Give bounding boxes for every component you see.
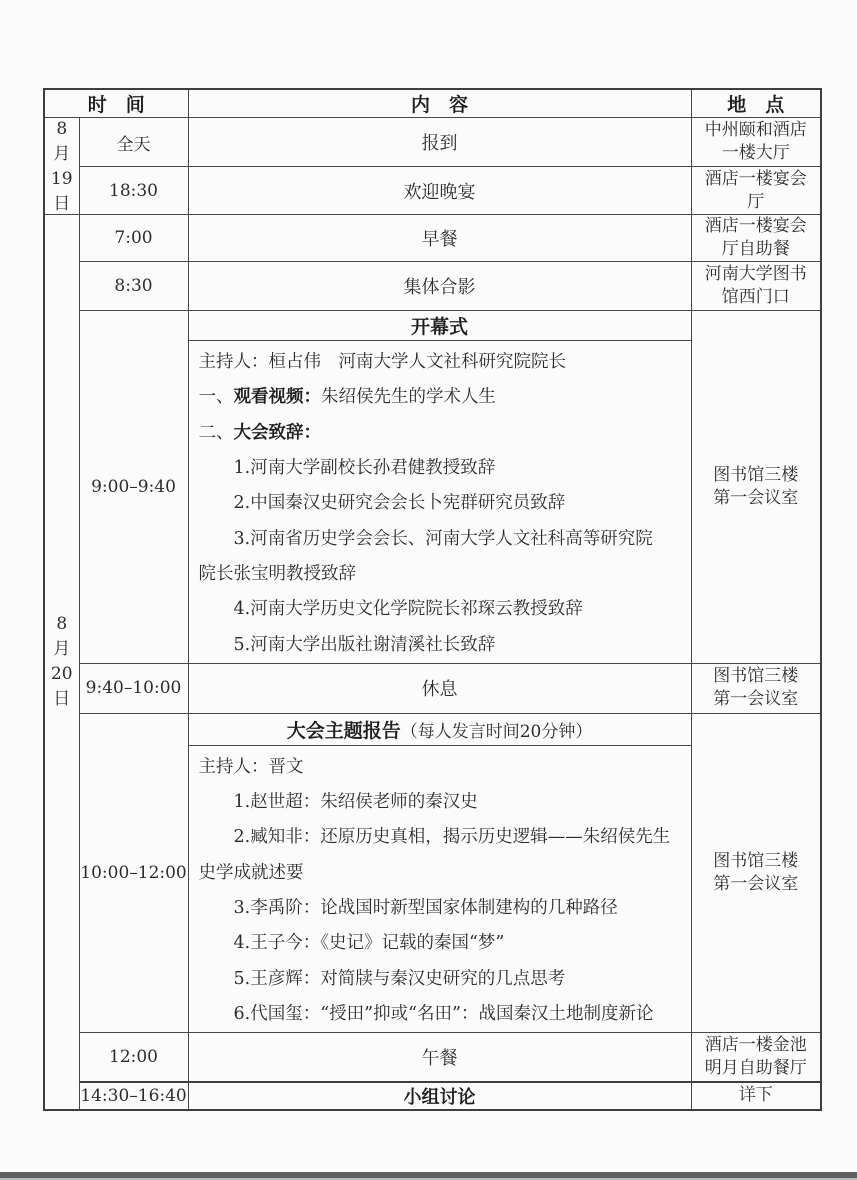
location-cell-group (691, 1082, 821, 1110)
row-breakfast (44, 215, 821, 262)
time-cell-breakfast: 7:00 (79, 215, 188, 262)
location-line: 酒店一楼宴会 (704, 216, 807, 236)
talk-item: 5.王彦辉：对简牍与秦汉史研究的几点思考 (233, 968, 566, 989)
location-line: 馆西门口 (721, 287, 790, 307)
time-cell-photo: 8:30 (79, 262, 188, 311)
header-content: 内 容 (188, 89, 691, 118)
row-reports-title (44, 713, 821, 745)
vertical-date (45, 119, 79, 214)
location-cell-reports (691, 713, 821, 1032)
time-cell-lunch: 12:00 (79, 1033, 188, 1082)
agenda-number: 一、 (198, 387, 234, 408)
agenda-line-speeches (199, 414, 685, 449)
date-char: 8 (56, 118, 68, 139)
location-line: 明月自助餐厅 (704, 1057, 807, 1078)
location-line: 图书馆三楼 (713, 850, 799, 871)
time-cell-checkin: 全天 (79, 118, 188, 167)
section-title-note: （每人发言时间20分钟） (400, 721, 593, 742)
section-title-opening: 开幕式 (188, 311, 691, 341)
location-line: 第一会议室 (713, 689, 799, 710)
row-checkin (44, 118, 821, 167)
content-cell-breakfast: 早餐 (188, 215, 691, 262)
opening-body-cell (188, 341, 691, 664)
time-cell-reports: 10:00–12:00 (79, 713, 188, 1032)
section-title-reports (188, 713, 691, 745)
location-line: 一楼大厅 (721, 143, 790, 163)
content-cell-checkin: 报到 (188, 118, 691, 167)
talk-item: 3.李禹阶：论战国时新型国家体制建构的几种路径 (233, 898, 618, 918)
date-char: 日 (53, 193, 71, 214)
talk-item: 2.臧知非：还原历史真相，揭示历史逻辑——朱绍侯先生 (233, 827, 671, 848)
vertical-date (45, 614, 79, 709)
section-title-text: 大会主题报告 (286, 719, 401, 742)
location-line: 第一会议室 (713, 873, 799, 894)
talk-item: 4.王子今：《史记》记载的秦国“梦” (233, 933, 505, 954)
location-line: 河南大学图书 (704, 264, 807, 284)
host-line: 主持人：晋文 (198, 756, 304, 777)
talk-item: 1.赵世超：朱绍侯老师的秦汉史 (233, 792, 478, 813)
date-char: 月 (53, 143, 71, 164)
agenda-title: 观看视频： (233, 387, 322, 408)
content-cell-banquet: 欢迎晚宴 (188, 167, 691, 215)
location-line: 酒店一楼宴会 (704, 168, 807, 189)
speech-item: 2.中国秦汉史研究会会长卜宪群研究员致辞 (233, 493, 566, 514)
header-time: 时 间 (44, 89, 188, 118)
row-break (44, 663, 821, 713)
location-line: 厅自助餐 (721, 239, 790, 259)
row-group-discussion (44, 1082, 821, 1110)
date-cell-aug19 (44, 118, 79, 215)
speech-item: 4.河南大学历史文化学院院长祁琛云教授致辞 (233, 599, 583, 620)
location-cell-breakfast (691, 215, 821, 262)
row-banquet (44, 167, 821, 215)
row-photo (44, 262, 821, 311)
schedule-table (43, 88, 822, 1111)
time-cell-opening: 9:00–9:40 (79, 311, 188, 664)
time-cell-banquet: 18:30 (79, 167, 188, 215)
location-line: 厅 (747, 191, 765, 212)
content-cell-group: 小组讨论 (188, 1082, 691, 1110)
location-cell-banquet (691, 167, 821, 215)
speech-item: 3.河南省历史学会会长、河南大学人文社科高等研究院 (233, 528, 653, 549)
talk-item: 6.代国玺：“授田”抑或“名田”：战国秦汉土地制度新论 (233, 1003, 654, 1024)
header-row (44, 89, 821, 118)
date-char: 月 (53, 639, 71, 660)
speech-item-continuation: 院长张宝明教授致辞 (198, 563, 357, 584)
content-cell-lunch: 午餐 (188, 1033, 691, 1082)
date-char: 19 (50, 168, 73, 189)
date-char: 8 (56, 614, 68, 635)
location-line: 酒店一楼金池 (704, 1034, 807, 1055)
time-cell-break: 9:40–10:00 (79, 663, 188, 713)
header-location: 地 点 (691, 89, 821, 118)
talk-item-continuation: 史学成就述要 (198, 862, 304, 883)
agenda-title: 大会致辞： (233, 422, 322, 443)
location-cell-checkin (691, 118, 821, 167)
row-opening-title (44, 311, 821, 341)
time-cell-group: 14:30–16:40 (79, 1082, 188, 1110)
row-lunch (44, 1033, 821, 1082)
date-char: 日 (53, 689, 71, 710)
location-cell-break (691, 663, 821, 713)
location-cell-opening (691, 311, 821, 664)
content-cell-break: 休息 (188, 663, 691, 713)
location-line: 中州颐和酒店 (704, 120, 807, 140)
location-line: 第一会议室 (713, 487, 799, 508)
location-line: 图书馆三楼 (713, 666, 799, 687)
agenda-line-video (199, 378, 685, 413)
date-cell-aug20 (44, 215, 79, 1110)
location-cell-photo (691, 262, 821, 311)
speech-item: 1.河南大学副校长孙君健教授致辞 (233, 458, 496, 479)
content-cell-photo: 集体合影 (188, 262, 691, 311)
speech-item: 5.河南大学出版社谢清溪社长致辞 (233, 634, 496, 655)
reports-body-cell (188, 745, 691, 1032)
location-line: 图书馆三楼 (713, 464, 799, 485)
agenda-text: 朱绍侯先生的学术人生 (321, 387, 497, 408)
location-line: 详下 (738, 1085, 773, 1106)
host-line: 主持人：桓占伟 河南大学人文社科研究院院长 (198, 352, 567, 373)
agenda-number: 二、 (198, 422, 234, 443)
location-cell-lunch (691, 1033, 821, 1082)
date-char: 20 (50, 664, 73, 685)
